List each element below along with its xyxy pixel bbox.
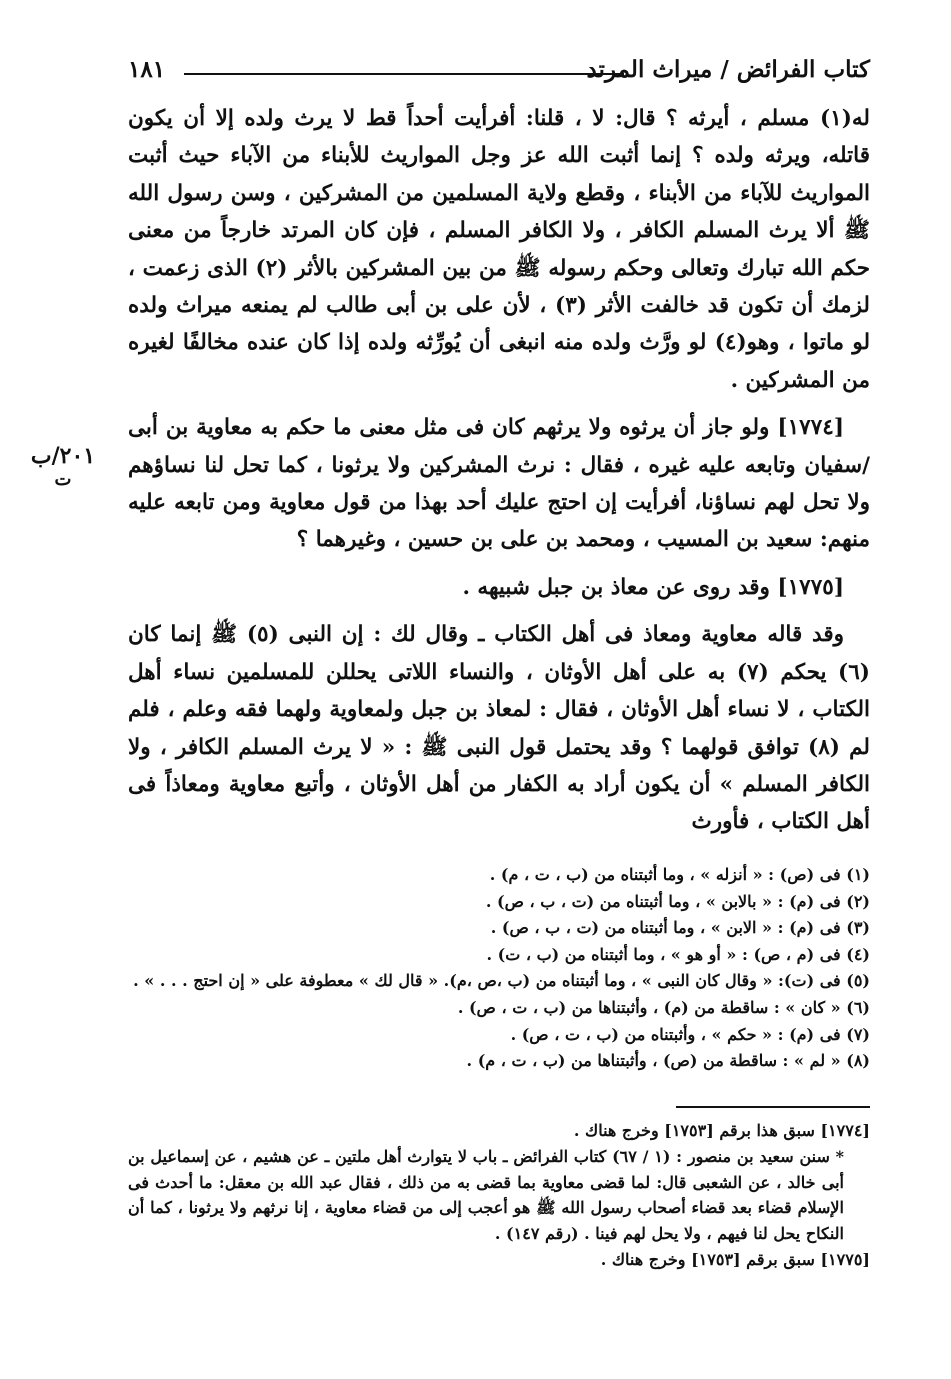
takhrij-notes	[128, 1118, 870, 1273]
footnote: (١) فى (ص) : « أنزله » ، وما أثبتناه من (ب ، ت ، م) .	[489, 865, 870, 884]
paragraph-1774-text: ولو جاز أن يرثوه ولا يرثهم كان فى مثل معنى ما حكم به معاوية بن أبى /سفيان وتابعه عليه غيره ، فقال : نرث المشركين ولا يرثونا ، كما تحل لنا نساؤهم ولا تحل لهم نساؤنا، أفرأيت إن احتج عليك أحد بهذا من قول معاوية ومن تابعه عليه منهم: سعيد بن المسيب ، ومحمد بن على بن حسين ، وغيرهما ؟	[128, 415, 870, 553]
header-rule	[184, 73, 624, 75]
footnote: (٢) فى (م) : « بالابن » ، وما أثبتناه من (ت ، ب ، ص) .	[485, 891, 870, 911]
paragraph-1775-text: وقد روى عن معاذ بن جبل شبيهه .	[462, 574, 770, 600]
footnote: (٣) فى (م) : « الابن » ، وما أثبتناه من (ت ، ب ، ص) .	[490, 918, 870, 938]
page-header	[128, 56, 870, 96]
running-title: كتاب الفرائض / ميراث المرتد	[586, 56, 870, 83]
main-text	[128, 100, 870, 851]
folio-number: ٢٠١/ب	[30, 443, 96, 469]
page-number: ١٨١	[128, 56, 166, 83]
paragraph-4: وقد قاله معاوية ومعاذ فى أهل الكتاب ـ وقال لك : إن النبى (٥) ﷺ إنما كان (٦) يحكم (٧) به على أهل الأوثان ، والنساء اللاتى يحللن للمسلمين نساء أهل الكتاب ، لا نساء أهل الأوثان ، فقال : لمعاذ بن جبل ولمعاوية ولهما فقه وعلم ، فلم لم (٨) توافق قولهما ؟ وقد يحتمل قول النبى ﷺ : « لا يرث المسلم الكافر ، ولا الكافر المسلم » أن يكون أراد به الكفار من أهل الأوثان ، وأتبع معاوية ومعاذاً فى أهل الكتاب ، فأورث	[128, 622, 870, 835]
footnote: (٤) فى (م ، ص) : « أو هو » ، وما أثبتناه من (ب ، ت) .	[486, 944, 870, 964]
footnote: (٧) فى (م) : « حكم » ، وأثبتناه من (ب ، ت ، ص) .	[510, 1024, 870, 1044]
reference-number-1774: [١٧٧٤]	[777, 415, 844, 441]
paragraph-1774	[128, 409, 870, 559]
takhrij-1774: [١٧٧٤] سبق هذا برقم [١٧٥٣] وخرج هناك .	[573, 1121, 870, 1140]
paragraph-1775	[128, 569, 870, 606]
footnote: (٥) فى (ت): « وقال كان النبى » ، وما أثبتناه من (ب ،ص ،م). « قال لك » معطوفة على « إن احتج . . . » .	[133, 971, 870, 991]
footnote: (٨) « لم » : ساقطة من (ص) ، وأثبتناها من (ب ، ت ، م) .	[466, 1051, 870, 1071]
footnote: (٦) « كان » : ساقطة من (م) ، وأثبتناها من (ب ، ت ، ص) .	[457, 997, 870, 1017]
reference-number-1775: [١٧٧٥]	[777, 574, 844, 600]
footnotes	[133, 862, 870, 1075]
paragraph-1: له(١) مسلم ، أيرثه ؟ قال: لا ، قلنا: أفرأيت أحداً قط لا يرث ولده إلا أن يكون قاتله، ويرثه ولده ؟ إنما أثبت الله عز وجل المواريث للأبناء من الآباء حيث أثبت المواريث للآباء من الأبناء ، وقطع ولاية المسلمين من المشركين ، وسن رسول الله ﷺ ألا يرث المسلم الكافر ، ولا الكافر المسلم ، فإن كان المرتد خارجاً من معنى حكم الله تبارك وتعالى وحكم رسوله ﷺ من بين المشركين بالأثر (٢) الذى زعمت ، لزمك أن تكون قد خالفت الأثر (٣) ، لأن على بن أبى طالب لم يمنعه ميراث ولده لو ماتوا ، وهو(٤) لو ورَّث ولده منه انبغى أن يُورِّثه ولده إذا كان عنده مخالفًا لغيره من المشركين .	[128, 106, 871, 393]
manuscript-folio-note	[30, 444, 96, 492]
takhrij-1775: [١٧٧٥] سبق برقم [١٧٥٣] وخرج هناك .	[600, 1249, 870, 1269]
footnote-separator	[676, 1106, 870, 1108]
hadith-source: * سنن سعيد بن منصور : (١ / ٦٧) كتاب الفرائض ـ باب لا يتوارث أهل ملتين ـ عن هشيم ، عن إسماعيل بن أبى خالد ، عن الشعبى قال: لما قضى معاوية بما قضى به من ذلك ، فقال عبد الله بن معقل: ما أحدث فى الإسلام قضاء بعد قضاء أصحاب رسول الله ﷺ هو أعجب إلى من قضاء معاوية ، إنا نرثهم ولا يرثونا ، كما أن النكاح يحل لنا فيهم ، ولا يحل لهم فينا . (رقم ١٤٧) .	[128, 1146, 845, 1244]
folio-mark: ت	[54, 469, 72, 490]
